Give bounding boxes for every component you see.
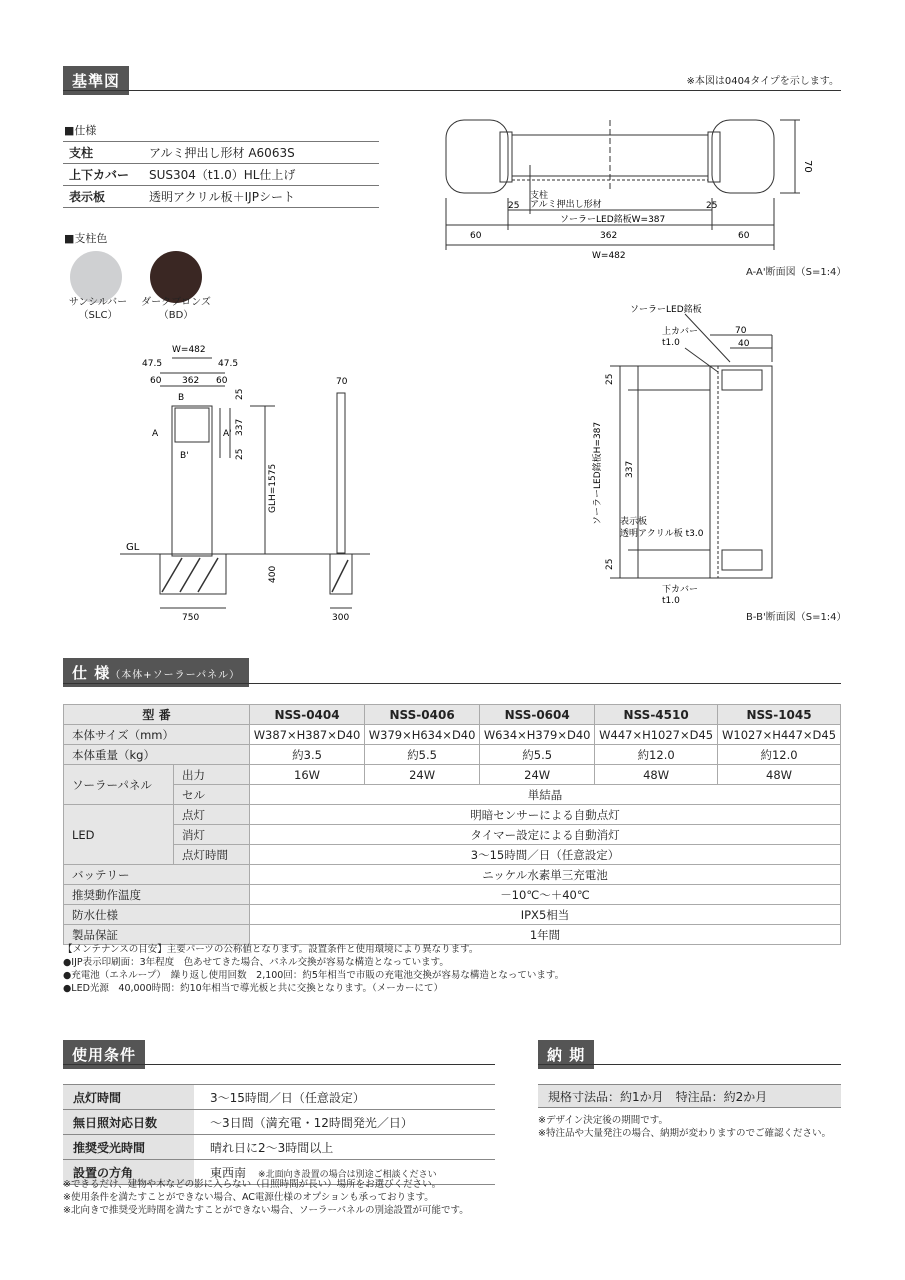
usage-key: 設置の方角 <box>63 1160 194 1185</box>
cell: 明暗センサーによる自動点灯 <box>250 805 841 825</box>
aa-d25-left: 25 <box>508 201 520 211</box>
section-title-standard: 基準図 <box>63 66 129 95</box>
th-model-0: NSS-0404 <box>250 705 365 725</box>
table-row <box>64 765 841 785</box>
note-line: ※北向きで推奨受光時間を満たすことができない場合、ソーラーパネルの別途設置が可能です。 <box>63 1205 469 1216</box>
section-title-delivery: 納 期 <box>538 1040 594 1069</box>
note-line: ※使用条件を満たすことができない場合、AC電源仕様のオプションも承っております。 <box>63 1192 434 1203</box>
aa-right-post <box>708 132 720 182</box>
usage-key: 推奨受光時間 <box>63 1135 194 1160</box>
cell: W447×H1027×D45 <box>595 725 718 745</box>
spec-key: 表示板 <box>63 186 143 208</box>
usage-notes <box>63 1178 503 1217</box>
color-label-silver <box>58 296 138 322</box>
usage-value: 3～15時間／日（任意設定） <box>194 1085 495 1110</box>
elev-d60-left: 60 <box>150 376 162 386</box>
spec-table <box>63 141 379 208</box>
spec-key: 上下カバー <box>63 164 143 186</box>
cell: W379×H634×D40 <box>365 725 480 745</box>
bb-panel: ソーラーLED銘板 <box>630 305 702 315</box>
cell: 48W <box>718 765 841 785</box>
note-line: ●充電池（エネループ） 繰り返し使用回数 2,100回：約5年相当で市販の充電池交換が容易な構造となっています。 <box>63 970 565 981</box>
aa-d362: 362 <box>600 231 618 241</box>
section-title-usage: 使用条件 <box>63 1040 145 1069</box>
elev-d60-right: 60 <box>216 376 228 386</box>
elev-d400: 400 <box>268 565 278 583</box>
th-model-3: NSS-4510 <box>595 705 718 725</box>
bb-d25-bottom: 25 <box>605 558 615 570</box>
usage-value: 晴れ日に2～3時間以上 <box>194 1135 495 1160</box>
usage-key: 点灯時間 <box>63 1085 194 1110</box>
th-model-2: NSS-0604 <box>480 705 595 725</box>
spec-subtitle: （本体+ソーラーパネル） <box>110 670 241 681</box>
delivery-value: 規格寸法品：約1か月 特注品：約2か月 <box>538 1084 841 1108</box>
aa-panel: ソーラーLED銘板W=387 <box>560 215 666 225</box>
table-row <box>64 745 841 765</box>
elev-bp: B' <box>180 451 189 461</box>
color-name: サンシルバー <box>68 297 128 308</box>
spec-key: 支柱 <box>63 142 143 164</box>
color-name: ダークブロンズ <box>141 297 211 308</box>
row-label: ソーラーパネル <box>64 765 174 805</box>
bb-post <box>710 366 772 578</box>
bb-vertical: ソーラーLED銘板H=387 <box>593 421 603 525</box>
color-heading: ■支柱色 <box>64 232 108 245</box>
elev-d362: 362 <box>182 376 200 386</box>
bb-d70: 70 <box>735 326 747 336</box>
cell: 1年間 <box>250 925 841 945</box>
bb-d40: 40 <box>738 339 750 349</box>
table-row <box>63 1110 495 1135</box>
bb-top-cover <box>722 370 762 390</box>
table-row <box>64 705 841 725</box>
maintenance-notes <box>63 943 843 995</box>
table-row <box>64 925 841 945</box>
elev-glh: GLH=1575 <box>268 463 278 513</box>
table-row <box>64 885 841 905</box>
bb-display: 表示板 <box>620 517 648 527</box>
elev-d750: 750 <box>182 613 200 623</box>
note-line: ※デザイン決定後の期間です。 <box>538 1115 669 1126</box>
direction-value: 東西南 <box>210 1165 247 1180</box>
cell: 約3.5 <box>250 745 365 765</box>
spec-heading: ■仕様 <box>64 124 97 137</box>
elev-d475-right: 47.5 <box>218 359 239 369</box>
elev-d70: 70 <box>336 377 348 387</box>
th-model-4: NSS-1045 <box>718 705 841 725</box>
row-label: 推奨動作温度 <box>64 885 250 905</box>
row-label: 防水仕様 <box>64 905 250 925</box>
direction-note: ※北面向き設置の場合は別途ご相談ください <box>258 1169 437 1180</box>
cell: 約12.0 <box>595 745 718 765</box>
cell: IPX5相当 <box>250 905 841 925</box>
bb-d337: 337 <box>625 460 635 478</box>
divider <box>538 1064 841 1065</box>
note-line: ※特注品や大量発注の場合、納期が変わりますのでご確認ください。 <box>538 1128 831 1139</box>
elev-panel <box>175 408 209 442</box>
th-model: 型 番 <box>64 705 250 725</box>
cell: 48W <box>595 765 718 785</box>
cell: タイマー設定による自動消灯 <box>250 825 841 845</box>
cell: W1027×H447×D45 <box>718 725 841 745</box>
row-label: LED <box>64 805 174 865</box>
table-row <box>64 805 841 825</box>
bb-bottom-t10: t1.0 <box>662 596 680 605</box>
usage-key: 無日照対応日数 <box>63 1110 194 1135</box>
cell: 3～15時間／日（任意設定） <box>250 845 841 865</box>
elev-ap: A' <box>223 429 232 439</box>
note-line: ●LED光源 40,000時間：約10年相当で導光板と共に交換となります。（メーカーにて） <box>63 983 444 994</box>
cell: 24W <box>365 765 480 785</box>
delivery-notes <box>538 1114 848 1140</box>
aa-d70: 70 <box>802 160 813 173</box>
usage-table <box>63 1084 495 1185</box>
table-row <box>64 865 841 885</box>
elev-d475-left: 47.5 <box>142 359 163 369</box>
spec-title: 仕 様 <box>72 664 111 682</box>
row-sublabel: 点灯 <box>174 805 250 825</box>
aa-left-post <box>500 132 512 182</box>
color-label-bronze <box>134 296 218 322</box>
elev-w: W=482 <box>172 345 206 355</box>
cell: 24W <box>480 765 595 785</box>
section-aa-drawing <box>440 110 850 280</box>
aa-support: 支柱 <box>530 191 549 201</box>
aa-support2: アルミ押出し形材 <box>530 200 602 210</box>
elev-d25-bottom: 25 <box>235 448 245 460</box>
product-spec-table <box>63 704 841 945</box>
bb-caption: B-B'断面図（S=1:4） <box>746 612 847 623</box>
row-label: 製品保証 <box>64 925 250 945</box>
table-row <box>64 825 841 845</box>
aa-d60-right: 60 <box>738 231 750 241</box>
table-row <box>64 905 841 925</box>
aa-d25-right: 25 <box>706 201 718 211</box>
aa-d60-left: 60 <box>470 231 482 241</box>
bb-top-t10: t1.0 <box>662 338 680 348</box>
table-row <box>63 1135 495 1160</box>
elev-post <box>172 406 212 556</box>
table-row <box>63 1085 495 1110</box>
cell: 単結晶 <box>250 785 841 805</box>
aa-w: W=482 <box>592 251 626 261</box>
aa-caption: A-A'断面図（S=1:4） <box>746 267 847 278</box>
cell: ニッケル水素単三充電池 <box>250 865 841 885</box>
row-label: 本体サイズ（mm） <box>64 725 250 745</box>
row-sublabel: 消灯 <box>174 825 250 845</box>
cell: 16W <box>250 765 365 785</box>
elev-a: A <box>152 429 159 439</box>
spec-value: アルミ押出し形材 A6063S <box>143 142 379 164</box>
cell: W387×H387×D40 <box>250 725 365 745</box>
usage-value: ～3日間（満充電・12時間発光／日） <box>194 1110 495 1135</box>
elevation-drawing <box>120 338 370 628</box>
elev-b: B <box>178 393 185 403</box>
spec-value: 透明アクリル板＋IJPシート <box>143 186 379 208</box>
note-line: ※できるだけ、建物や木などの影に入らない（日照時間が長い）場所をお選びください。 <box>63 1179 442 1190</box>
color-code: （SLC） <box>78 310 118 321</box>
row-sublabel: セル <box>174 785 250 805</box>
bb-top-cover-label: 上カバー <box>662 327 699 337</box>
aa-left-cap <box>446 120 508 193</box>
cell: W634×H379×D40 <box>480 725 595 745</box>
section-bb-drawing <box>590 300 840 605</box>
cell: －10℃～＋40℃ <box>250 885 841 905</box>
divider <box>63 90 841 91</box>
top-note: ※本図は0404タイプを示します。 <box>686 76 839 87</box>
table-row <box>64 725 841 745</box>
elev-d337: 337 <box>235 418 245 436</box>
cell: 約12.0 <box>718 745 841 765</box>
elev-gl: GL <box>126 542 140 553</box>
table-row <box>64 785 841 805</box>
th-model-1: NSS-0406 <box>365 705 480 725</box>
bb-bottom-cover-label: 下カバー <box>662 585 699 595</box>
color-code: （BD） <box>158 310 194 321</box>
cell: 約5.5 <box>480 745 595 765</box>
spec-value: SUS304（t1.0）HL仕上げ <box>143 164 379 186</box>
row-label: 本体重量（kg） <box>64 745 250 765</box>
divider <box>63 683 841 684</box>
elev-d25-top: 25 <box>235 388 245 400</box>
cell: 約5.5 <box>365 745 480 765</box>
elev-d300: 300 <box>332 613 350 623</box>
note-line: ●IJP表示印刷面：3年程度 色あせてきた場合、パネル交換が容易な構造となっています。 <box>63 957 449 968</box>
bb-d25-top: 25 <box>605 373 615 385</box>
table-row <box>64 845 841 865</box>
row-sublabel: 点灯時間 <box>174 845 250 865</box>
divider <box>63 1064 495 1065</box>
row-sublabel: 出力 <box>174 765 250 785</box>
bb-acrylic: 透明アクリル板 t3.0 <box>620 529 704 539</box>
elev-side-post <box>337 393 345 553</box>
aa-right-cap <box>712 120 774 193</box>
row-label: バッテリー <box>64 865 250 885</box>
note-line: 【メンテナンスの目安】主要パーツの公称値となります。設置条件と使用環境により異なります。 <box>63 944 479 955</box>
bb-bottom-cover <box>722 550 762 570</box>
